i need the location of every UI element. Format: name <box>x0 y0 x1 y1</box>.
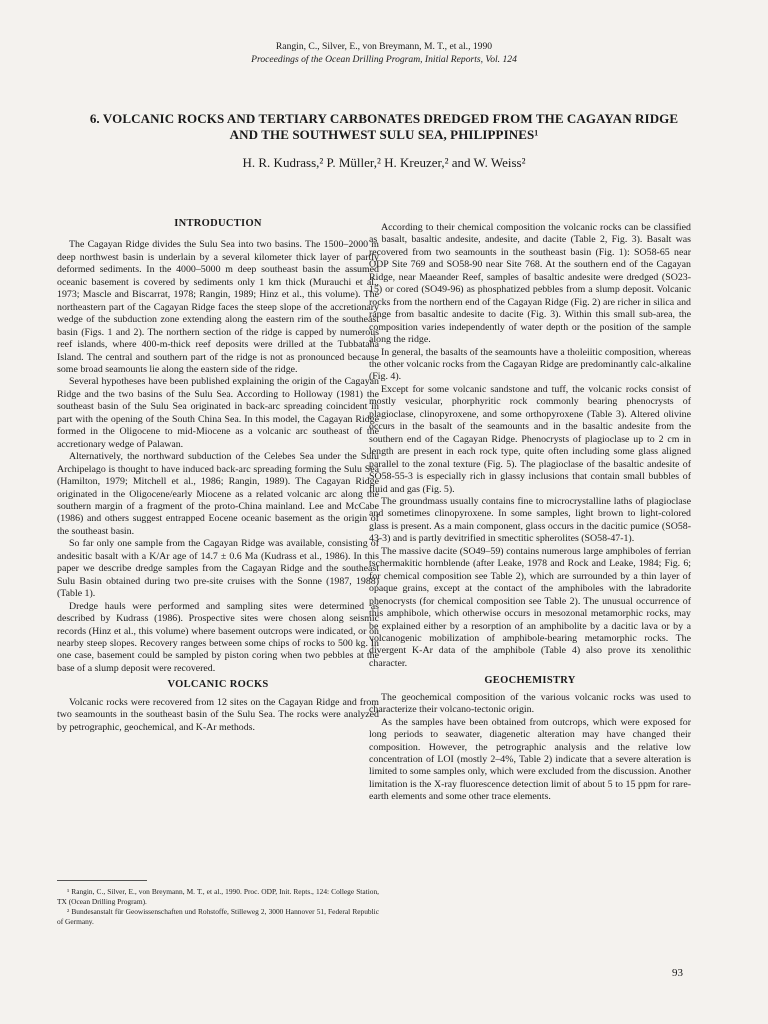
running-header <box>0 40 768 66</box>
author-list: H. R. Kudrass,² P. Müller,² H. Kreuzer,² and W. Weiss² <box>242 155 526 170</box>
title-line-2: AND THE SOUTHWEST SULU SEA, PHILIPPINES¹ <box>229 127 539 142</box>
footnotes <box>57 880 379 927</box>
body-paragraph: Except for some volcanic sandstone and tuff, the volcanic rocks consist of mostly vesicular, phorphyritic rock commonly bearing phenocrysts of plagioclase, clinopyroxene, and some orthopyroxene (Table 3). Altered olivine occurs in the basalt of the seamounts and in the basaltic andesite from the southern end of the Cagayan Ridge. Phenocrysts of plagioclase up to 2 cm in length are present in each rock type, quite often including some glass aligned parallel to the zonal texture (Fig. 5). The plagioclase of the basaltic andesite of SO58-55-3 is especially rich in glassy inclusions that contain small bubbles of fluid and gas (Fig. 5). <box>369 383 691 495</box>
footnote-divider <box>57 880 147 881</box>
introduction-paragraph: Dredge hauls were performed and sampling sites were determined as described by Kudrass (1986). Prospective sites were chosen along seismic records (Hinz et al., this volume) where basement outcrops were indicated, or on nearby steep slopes. Recovery ranges between some chips of rocks to 500 kg. In one case, basement could be sampled by piston coring when two pebbles at the base of a slump deposit were recovered. <box>57 600 379 674</box>
article-title <box>40 111 728 143</box>
header-journal: Proceedings of the Ocean Drilling Program, Initial Reports, Vol. 124 <box>251 54 517 65</box>
introduction-paragraph: Alternatively, the northward subduction of the Celebes Sea under the Sulu Archipelago is thought to have induced back-arc spreading forming the Sulu Sea (Hamilton, 1979; Mitchell et al., 1986; Rangin, 1989). The Cagayan Ridge originated in the Oligocene/early Miocene as a related volcanic arc along the southern margin of a fragment of the proto-China mainland. Lee and McCabe (1986) and others suggest entrapped Eocene oceanic basement as the origin of the southeast basin. <box>57 451 379 537</box>
right-column <box>369 222 691 804</box>
body-paragraph: The groundmass usually contains fine to microcrystalline laths of plagioclase and sometimes clinopyroxene. In some samples, light brown to light-colored glass is present. As a main component, glass occurs in the dacitic pumice (SO58-43-3) and is partly devitrified in smectitic spherolites (SO58-47-1). <box>369 495 691 545</box>
introduction-paragraph: Several hypotheses have been published explaining the origin of the Cagayan Ridge and the two basins of the Sulu Sea. According to Holloway (1981) the southeast basin of the Sulu Sea originated in back-arc spreading coincident in part with the opening of the South China Sea. In this model, the Cagayan Ridge formed in the Oligocene to mid-Miocene as a volcanic arc southeast of the accretionary wedge of Palawan. <box>57 376 379 450</box>
geochemistry-heading: GEOCHEMISTRY <box>484 675 576 687</box>
page-number: 93 <box>672 967 683 979</box>
footnote: ¹ Rangin, C., Silver, E., von Breymann, M. T., et al., 1990. Proc. ODP, Init. Repts., 124: College Station, TX (Ocean Drilling Program). <box>57 887 379 906</box>
introduction-paragraph: The Cagayan Ridge divides the Sulu Sea into two basins. The 1500–2000 m deep northwest basin is underlain by a several kilometer thick layer of partly deformed sediments. In the 4000–5000 m deep southeast basin the assumed oceanic basement is covered by sediments only 1 km thick (Murauchi et al., 1973; Mascle and Biscarrat, 1978; Rangin, 1989; Hinz et al., this volume). The northeastern part of the Cagayan Ridge faces the steep slope of the accretionary wedge of the subduction zone extending along the eastern rim of the southeast basin (Figs. 1 and 2). The northern section of the ridge is capped by numerous reef islands, where 400-m-thick reef deposits were drilled at the Tubbataha Island. The central and southern part of the ridge is not as pronounced because some broad seamounts lie along the eastern side of the ridge. <box>57 239 379 375</box>
body-paragraph: In general, the basalts of the seamounts have a tholeiitic composition, whereas the other volcanic rocks from the Cagayan Ridge are predominantly calc-alkaline (Fig. 4). <box>369 346 691 383</box>
header-citation: Rangin, C., Silver, E., von Breymann, M. T., et al., 1990 <box>275 41 493 52</box>
volcanic-rocks-heading: VOLCANIC ROCKS <box>167 679 269 691</box>
body-paragraph: The massive dacite (SO49–59) contains numerous large amphiboles of ferrian tschermakitic hornblende (after Leake, 1978 and Rock and Leake, 1984; Fig. 6; for chemical composition see Table 2), which are surrounded by a thin layer of opaque grains, except at the contact of the amphiboles with the labradorite phenocrysts (for chemical composition see Table 2). The unusual occurrence of this amphibole, which otherwise occurs in mesozonal metamorphic rocks, may be explained either by a resorption of an amphibolite by a dacitic lava or by a volcanogenic mobilization of amphibole-bearing metamorphic rocks. The divergent K-Ar data of the amphibole (Table 4) also prove its xenolithic character. <box>369 545 691 669</box>
volcanic-rocks-paragraph: Volcanic rocks were recovered from 12 sites on the Cagayan Ridge and from two seamounts in the southeast basin of the Sulu Sea. The rocks were analyzed by petrographic, geochemical, and K-Ar methods. <box>57 696 379 733</box>
introduction-paragraph: So far only one sample from the Cagayan Ridge was available, consisting of andesitic basalt with a K/Ar age of 14.7 ± 0.6 Ma (Kudrass et al., 1986). In this paper we describe dredge samples from the Cagayan Ridge and the southeast Sulu Basin obtained during two pre-site cruises with the Sonne (1987, 1988) (Table 1). <box>57 538 379 600</box>
geochemistry-paragraph: The geochemical composition of the various volcanic rocks was used to characterize their volcano-tectonic origin. <box>369 691 691 716</box>
title-line-1: 6. VOLCANIC ROCKS AND TERTIARY CARBONATES DREDGED FROM THE CAGAYAN RIDGE <box>89 111 679 126</box>
geochemistry-paragraph: As the samples have been obtained from outcrops, which were exposed for long periods to seawater, diagenetic alteration may have changed their composition. However, the petrographic analysis and the relative low concentration of LOI (mostly 2–4%, Table 2) indicate that a severe alteration is limited to some samples only, which were excluded from the discussion. Another limitation is the X-ray fluorescence detection limit of about 5 to 15 ppm for rare-earth elements and some other trace elements. <box>369 716 691 803</box>
footnote: ² Bundesanstalt für Geowissenschaften und Rohstoffe, Stilleweg 2, 3000 Hannover 51, Federal Republic of Germany. <box>57 907 379 926</box>
left-column <box>57 218 379 734</box>
body-paragraph: According to their chemical composition the volcanic rocks can be classified as basalt, basaltic andesite, andesite, and dacite (Table 2, Fig. 3). Basalt was recovered from two seamounts in the southeast basin (Fig. 1): SO58-65 near ODP Site 769 and SO58-90 near Site 768. At the southern end of the Cagayan Ridge, near Maeander Reef, samples of basaltic andesite were dredged (SO23-15) or cored (SO49-96) as phosphatized pebbles from a slump deposit. Volcanic rocks from the northern end of the Cagayan Ridge (Fig. 2) are richer in silica and range from basaltic andesite to dacite (Fig. 3). Within this small sub-area, the composition varies independently of water depth or the position of the sample along the ridge. <box>369 222 691 346</box>
introduction-heading: INTRODUCTION <box>174 218 262 229</box>
